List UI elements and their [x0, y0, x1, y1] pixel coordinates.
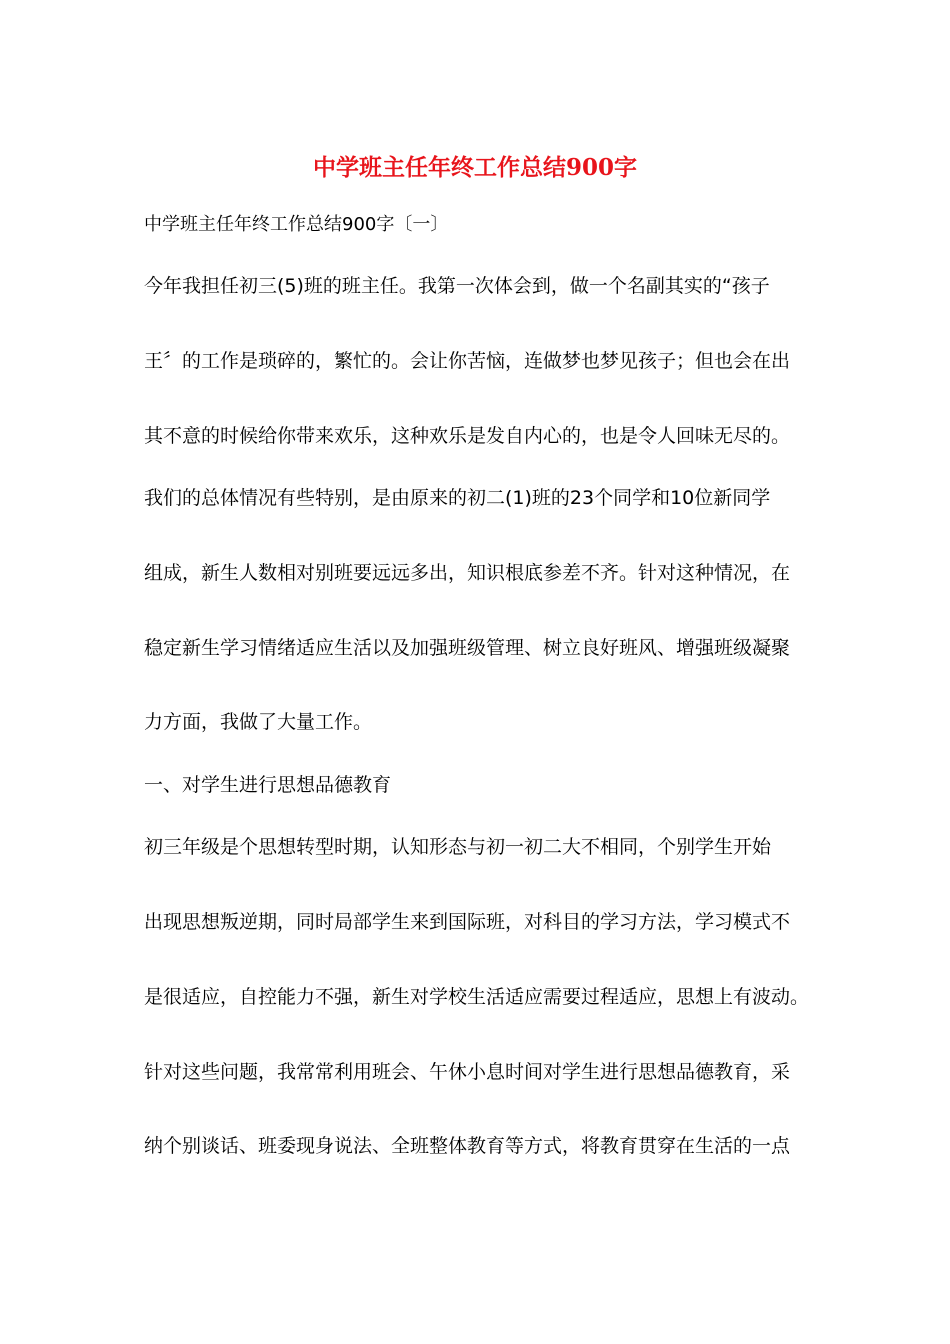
body-line: 初三年级是个思想转型时期，认知形态与初一初二大不相同，个别学生开始 [144, 836, 772, 858]
body-line: 我们的总体情况有些特别，是由原来的初二(1)班的23个同学和10位新同学 [144, 487, 771, 509]
body-line: 组成，新生人数相对别班要远远多出，知识根底参差不齐。针对这种情况，在 [144, 562, 791, 584]
body-line: 纳个别谈话、班委现身说法、全班整体教育等方式，将教育贯穿在生活的一点 [144, 1135, 791, 1157]
body-line: 是很适应，自控能力不强，新生对学校生活适应需要过程适应，思想上有波动。 [144, 986, 810, 1008]
body-line: 今年我担任初三(5)班的班主任。我第一次体会到，做一个名副其实的“孩子 [144, 275, 770, 297]
body-line: 针对这些问题，我常常利用班会、午休小息时间对学生进行思想品德教育，采 [144, 1061, 791, 1083]
body-line: 力方面，我做了大量工作。 [144, 711, 373, 733]
document-title: 中学班主任年终工作总结900字 [312, 154, 637, 181]
body-line: 稳定新生学习情绪适应生活以及加强班级管理、树立良好班风、增强班级凝聚 [144, 637, 791, 659]
body-line: 王〞的工作是琐碎的，繁忙的。会让你苦恼，连做梦也梦见孩子；但也会在出 [144, 350, 791, 372]
section-heading: 一、对学生进行思想品德教育 [144, 774, 392, 796]
body-line: 出现思想叛逆期，同时局部学生来到国际班，对科目的学习方法，学习模式不 [144, 911, 791, 933]
body-line: 其不意的时候给你带来欢乐，这种欢乐是发自内心的，也是令人回味无尽的。 [144, 425, 791, 447]
document-subtitle: 中学班主任年终工作总结900字〔一〕 [144, 214, 449, 235]
